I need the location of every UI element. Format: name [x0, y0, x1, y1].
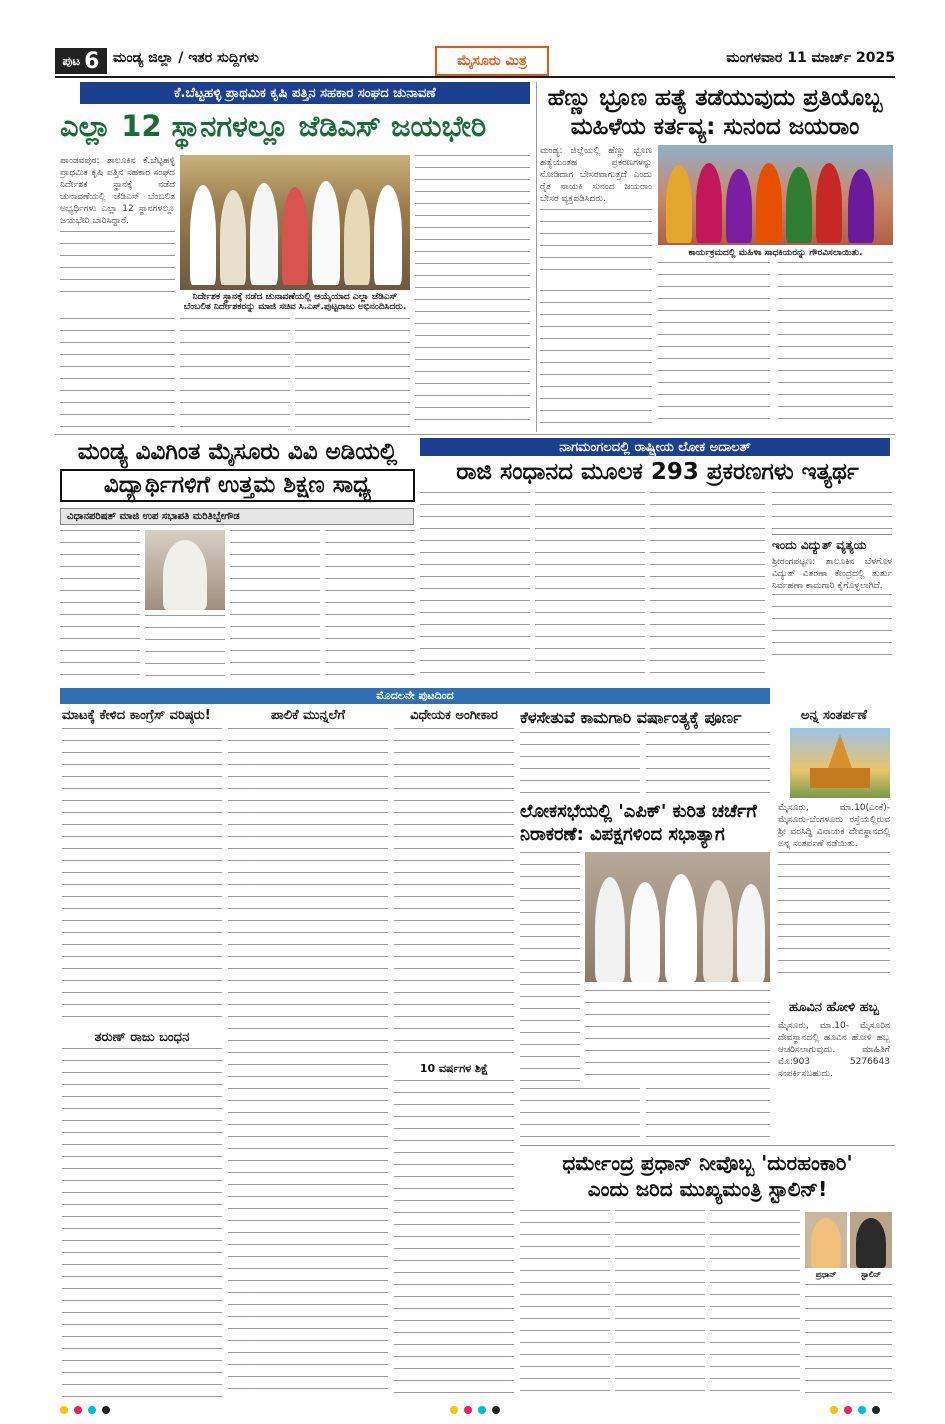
story7-rule	[520, 1145, 895, 1146]
story3-headline	[60, 438, 415, 502]
col2-body	[228, 728, 388, 1400]
brief1-title: ಇಂದು ವಿದ್ಯುತ್ ವ್ಯತ್ಯಯ	[772, 538, 867, 552]
brief2-text	[778, 802, 890, 992]
story5-headline: ಕೆಳಸೇತುವೆ ಕಾಮಗಾರಿ ವರ್ಷಾಂತ್ಯಕ್ಕೆ ಪೂರ್ಣ	[520, 708, 742, 727]
story3-col3	[325, 530, 415, 680]
story4-col3	[650, 492, 765, 682]
story5-col1	[520, 732, 640, 797]
brief3-title: ಹೂವಿನ ಹೋಳಿ ಹಬ್ಬ	[789, 1000, 879, 1015]
story4-col1	[420, 492, 530, 682]
col3-title: ವಿಧೇಯಕ ಅಂಗೀಕಾರ	[410, 708, 498, 723]
story7-col2	[615, 1210, 705, 1400]
story4-headline: ರಾಜಿ ಸಂಧಾನದ ಮೂಲಕ 293 ಪ್ರಕರಣಗಳು ಇತ್ಯರ್ಥ	[456, 459, 859, 485]
masthead-logo: ಮೈಸೂರು ಮಿತ್ರ	[435, 46, 549, 76]
story3-col1a	[60, 530, 140, 680]
story2-headline-line1: ಹೆಣ್ಣು ಭ್ರೂಣ ಹತ್ಯೆ ತಡೆಯುವುದು ಪ್ರತಿಯೊಬ್ಬ	[547, 85, 883, 111]
story4-kicker: ನಾಗಮಂಗಲದಲ್ಲಿ ರಾಷ್ಟ್ರೀಯ ಲೋಕ ಅದಾಲತ್	[420, 438, 890, 456]
page-header	[55, 46, 895, 76]
col2-title: ಪಾಲಿಕೆ ಮುನ್ನಲೆಗೆ	[270, 708, 346, 723]
story2-lead: ಮಂಡ್ಯ: ಜಿಲ್ಲೆಯಲ್ಲಿ ಹೆಣ್ಣು ಭ್ರೂಣ ಹತ್ಯೆಯಂತಹ ಪ್ರಕರಣಗಳನ್ನು ನೋಡಿದಾಗ ಬೇಸರವಾಗುತ್ತದೆ ಎಂದು ರೈತ ನಾಯಕಿ ಸುನಂದ ಜಯರಾಂ ಬೇಸರ ವ್ಯಕ್ತಪಡಿಸಿದರು.	[540, 146, 652, 204]
story7-headline-line2: ಎಂದು ಜರಿದ ಮುಖ್ಯಮಂತ್ರಿ ಸ್ಟಾಲಿನ್!	[587, 1177, 828, 1201]
story6-col4	[646, 1088, 770, 1140]
story2-photo	[658, 145, 893, 245]
print-registration-center	[450, 1406, 500, 1414]
column-divider	[536, 82, 537, 432]
print-registration-right	[830, 1406, 880, 1414]
story1-col4	[415, 155, 530, 430]
story6-col2	[585, 990, 770, 1082]
stalin-photo	[850, 1212, 892, 1268]
continued-bar: ಮೊದಲನೇ ಪುಟದಿಂದ	[60, 688, 770, 704]
story2-lead-column	[540, 145, 652, 285]
story1-caption: ನಿರ್ದೇಶಕ ಸ್ಥಾನಕ್ಕೆ ನಡೆದ ಚುನಾವಣೆಯಲ್ಲಿ ಆಯ್ಕೆಯಾದ ಎಲ್ಲಾ ಜೆಡಿಎಸ್ ಬೆಂಬಲಿತ ನಿರ್ದೇಶಕರನ್ನು ಮಾಜಿ ಸಚಿವ ಸಿ.ಎಸ್.ಪುಟ್ಟರಾಜು ಅಭಿನಂದಿಸಿದರು.	[183, 292, 407, 312]
brief1-body	[772, 594, 892, 664]
story7-headline-line1: ಧರ್ಮೇಂದ್ರ ಪ್ರಧಾನ್ ನೀವೊಬ್ಬ 'ದುರಹಂಕಾರಿ'	[562, 1151, 853, 1175]
subhead-10yrs: 10 ವರ್ಷಗಳ ಶಿಕ್ಷೆ	[419, 1062, 489, 1075]
story6-photo	[585, 852, 770, 982]
story2-col2	[658, 262, 770, 430]
story1-kicker: ಕೆ.ಬೆಟ್ಟಹಳ್ಳಿ ಪ್ರಾಥಮಿಕ ಕೃಷಿ ಪತ್ತಿನ ಸಹಕಾರ ಸಂಘದ ಚುನಾವಣೆ	[80, 82, 530, 104]
story1-photo	[180, 155, 410, 290]
page-label: ಪುಟ	[62, 53, 81, 68]
brief2-lead: ಮೈಸೂರು, ಮಾ.10(ಎಂಕೆ)- ಮೈಸೂರು-ಬೆಂಗಳೂರು ರಸ್ತೆಯಲ್ಲಿರುವ ಶ್ರೀ ವರಸಿದ್ಧಿ ವಿನಾಯಕ ದೇವಸ್ಥಾನದಲ್ಲಿ ಅನ್ನ ಸಂತರ್ಪಣೆ ನಡೆಯಿತು.	[778, 803, 890, 849]
section-title: ಮಂಡ್ಯ ಜಿಲ್ಲಾ / ಇತರ ಸುದ್ದಿಗಳು	[113, 50, 259, 66]
story3-col2	[230, 530, 320, 680]
story3-headline-line2: ವಿದ್ಯಾರ್ಥಿಗಳಿಗೆ ಉತ್ತಮ ಶಿಕ್ಷಣ ಸಾಧ್ಯ	[60, 469, 415, 502]
story6-col1	[520, 852, 580, 1082]
story2-headline	[540, 84, 890, 142]
col3-body-2	[394, 1080, 514, 1400]
story3-col1b	[145, 615, 225, 680]
story1-col3	[295, 318, 410, 428]
page-number: 6	[84, 48, 100, 74]
story7-col1	[520, 1210, 610, 1400]
story3-byline: ವಿಧಾನಪರಿಷತ್ ಮಾಜಿ ಉಪ ಸಭಾಪತಿ ಮರಿತಿಬ್ಬೇಗೌಡ	[60, 508, 414, 525]
story1-body-text	[60, 231, 175, 301]
col1-title: ಮಾಟಕ್ಕೆ ಕೇಳಿದ ಕಾಂಗ್ರೆಸ್ ವರಿಷ್ಠರು!	[62, 708, 211, 723]
header-rule	[55, 76, 895, 78]
col1-body-2	[62, 1048, 222, 1400]
story6-headline-line2: ನಿರಾಕರಣೆ: ವಿಪಕ್ಷಗಳಿಂದ ಸಭಾತ್ಯಾಗ	[520, 824, 725, 846]
brief3-lead: ಮೈಸೂರು, ಮಾ.10- ಮೈಸೂರಿನ ದೇವಸ್ಥಾನದಲ್ಲಿ ಹೂವಿನ ಹೋಳಿ ಹಬ್ಬ ಆಚರಿಸಲಾಗುವುದು. ಮಾಹಿತಿಗೆ ಮೊ:903 5276643 ಸಂಪರ್ಕಿಸಬಹುದು.	[778, 1021, 890, 1079]
story2-body-text	[540, 209, 652, 279]
story1-lead-column	[60, 155, 175, 305]
story3-portrait	[145, 530, 225, 610]
story1-headline: ಎಲ್ಲಾ 12 ಸ್ಥಾನಗಳಲ್ಲೂ ಜೆಡಿಎಸ್ ಜಯಭೇರಿ	[60, 109, 487, 143]
story6-col3	[520, 1088, 640, 1140]
brief3-text	[778, 1020, 890, 1140]
story1-lead: ಪಾಂಡವಪುರ: ತಾಲೂಕಿನ ಕೆ.ಬೆಟ್ಟಹಳ್ಳಿ ಪ್ರಾಥಮಿಕ ಕೃಷಿ ಪತ್ತಿನ ಸಹಕಾರ ಸಂಘದ ನಿರ್ದೇಶಕ ಸ್ಥಾನಕ್ಕೆ ನಡೆದ ಚುನಾವಣೆಯಲ್ಲಿ ಜೆಡಿಎಸ್ ಬೆಂಬಲಿತ ಅಭ್ಯರ್ಥಿಗಳು ಎಲ್ಲಾ 12 ಸ್ಥಾನಗಳಲ್ಲೂ ಜಯಭೇರಿ ಬಾರಿಸಿದ್ದಾರೆ.	[60, 156, 175, 226]
story4-col4	[772, 492, 892, 530]
print-registration-left	[60, 1406, 110, 1414]
story6-headline-line1: ಲೋಕಸಭೆಯಲ್ಲಿ 'ಎಪಿಕ್' ಕುರಿತ ಚರ್ಚೆಗೆ	[520, 801, 757, 822]
story3-headline-line1: ಮಂಡ್ಯ ವಿವಿಗಿಂತ ಮೈಸೂರು ವಿವಿ ಅಡಿಯಲ್ಲಿ	[77, 439, 398, 465]
subhead-tarun: ತರುಣ್ ರಾಜು ಬಂಧನ	[94, 1030, 190, 1045]
story2-caption: ಕಾರ್ಯಕ್ರಮದಲ್ಲಿ ಮಹಿಳಾ ಸಾಧಕಿಯರನ್ನು ಗೌರವಿಸಲಾಯಿತು.	[688, 248, 863, 258]
section-divider	[55, 434, 895, 435]
issue-date: ಮಂಗಳವಾರ 11 ಮಾರ್ಚ್ 2025	[726, 50, 895, 66]
story2-headline-line2: ಮಹಿಳೆಯ ಕರ್ತವ್ಯ: ಸುನಂದ ಜಯರಾಂ	[570, 113, 860, 140]
story4-col2	[535, 492, 645, 682]
brief1-box	[772, 534, 892, 664]
story2-col3	[778, 262, 893, 430]
brief2-body	[778, 852, 890, 982]
story7-col4	[805, 1284, 892, 1400]
story1-col1	[60, 318, 175, 428]
story6-headline	[520, 800, 770, 847]
col1-body	[62, 728, 222, 1028]
col3-body	[394, 728, 514, 1058]
story1-col2	[180, 318, 290, 428]
story7-headline	[520, 1150, 895, 1202]
story5-col2	[646, 732, 770, 797]
story2-col1	[540, 290, 652, 430]
pradhan-label: ಪ್ರಧಾನ್	[815, 1270, 837, 1279]
stalin-label: ಸ್ಟಾಲಿನ್	[861, 1270, 881, 1279]
page-number-box	[55, 48, 107, 74]
brief1-lead: ಶ್ರೀರಂಗಪಟ್ಟಣ: ತಾಲೂಕಿನ ಬೆಳಗೊಳ ವಿದ್ಯುತ್ ವಿತರಣಾ ಕೇಂದ್ರದಲ್ಲಿ ತುರ್ತು ನಿರ್ವಹಣಾ ಕಾಮಗಾರಿ ಕೈಗೊಳ್ಳಲಾಗಿದೆ.	[772, 557, 892, 591]
pradhan-photo	[805, 1212, 847, 1268]
brief2-title: ಅನ್ನ ಸಂತರ್ಪಣೆ	[800, 708, 868, 723]
brief2-temple-photo	[790, 728, 890, 798]
story7-col3	[710, 1210, 800, 1400]
